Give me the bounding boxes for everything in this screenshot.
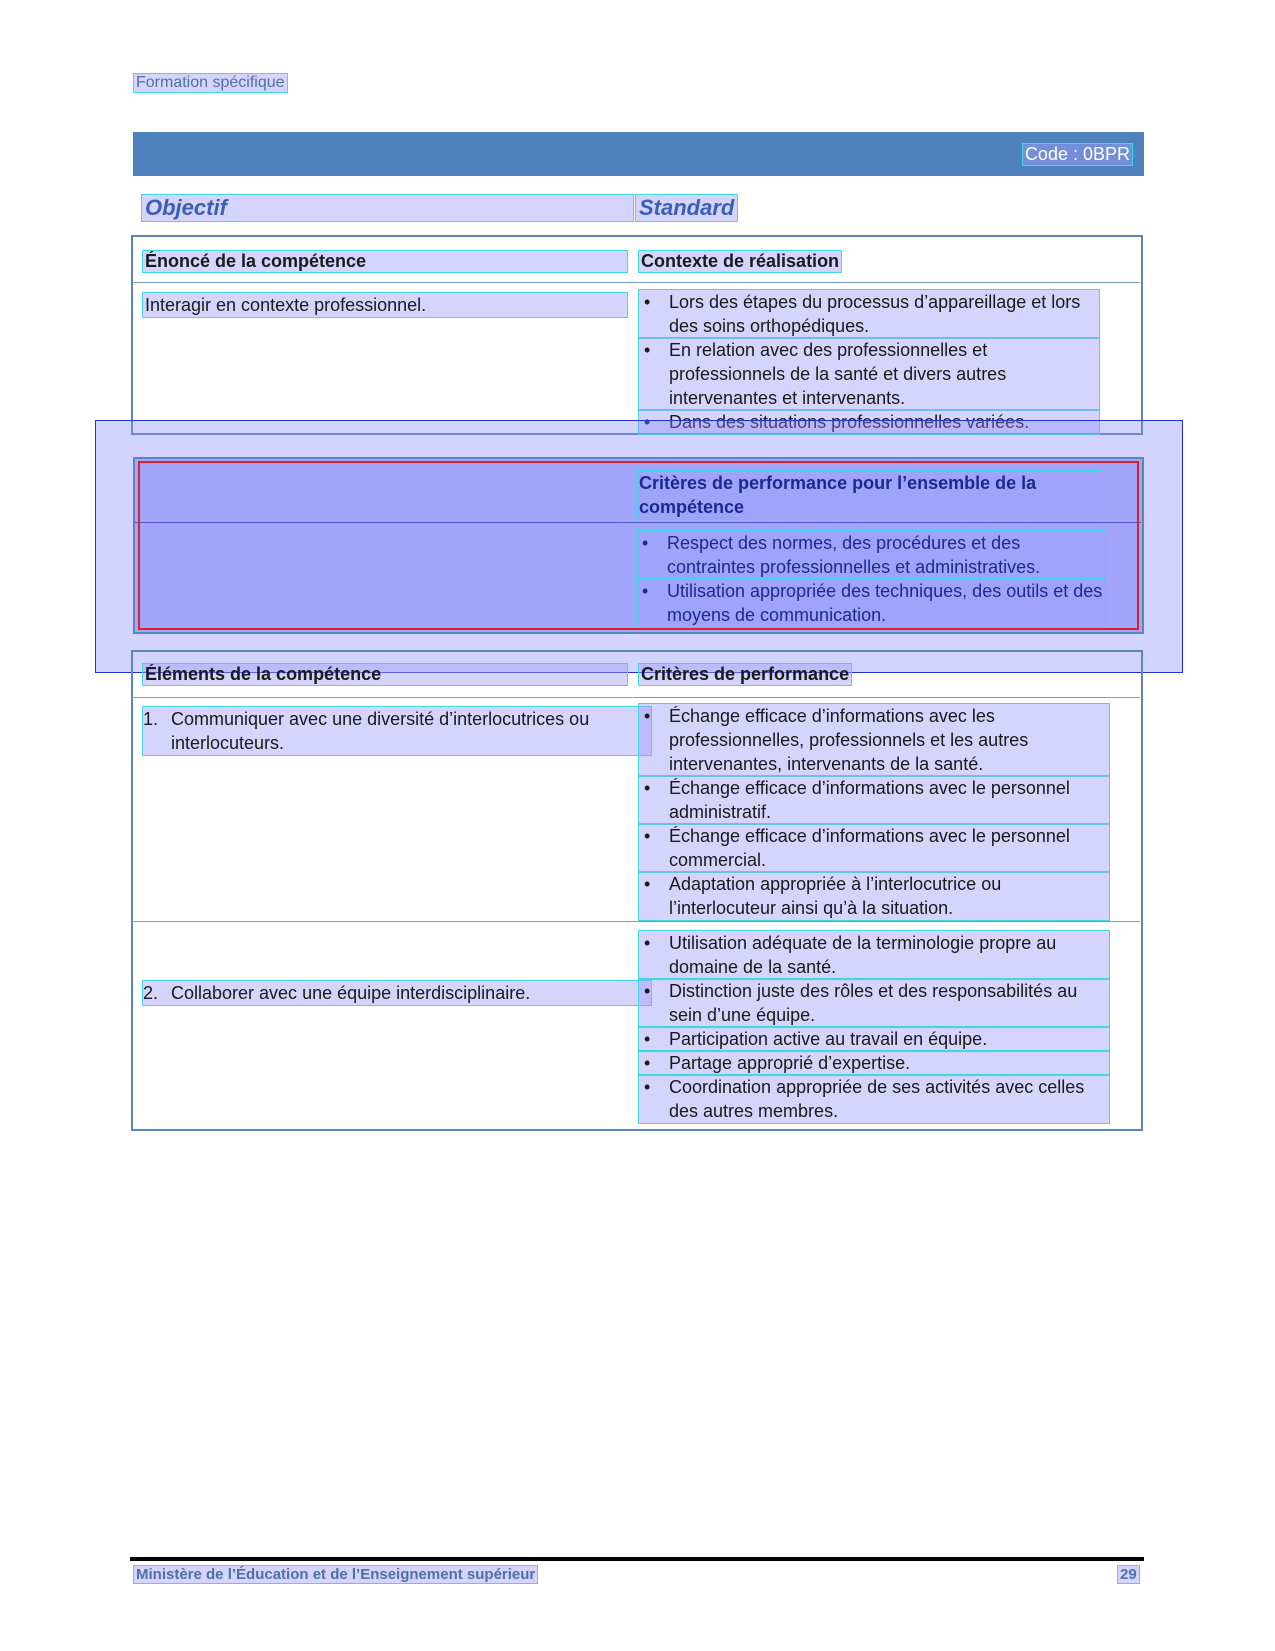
- table-divider: [133, 282, 1140, 283]
- bullet-icon: •: [644, 412, 651, 432]
- bullet-icon: •: [644, 1029, 651, 1049]
- element-item: 2. Collaborer avec une équipe interdisciplinaire.: [143, 981, 651, 1005]
- document-header-label: Formation spécifique: [136, 74, 285, 91]
- bullet-icon: •: [644, 1053, 651, 1073]
- table-divider: [133, 921, 1140, 922]
- criteria-list: [639, 931, 1109, 1123]
- performance-header: Critères de performance pour l’ensemble de la compétence: [637, 471, 1101, 519]
- bullet-icon: •: [644, 1077, 651, 1097]
- competence-table: [131, 235, 1143, 435]
- list-item: • Lors des étapes du processus d’appareillage et lors des soins orthopédiques.: [639, 290, 1099, 338]
- list-item: • Coordination appropriée de ses activités avec celles des autres membres.: [639, 1075, 1109, 1123]
- bullet-icon: •: [644, 933, 651, 953]
- bullet-icon: •: [644, 292, 651, 312]
- bullet-icon: •: [644, 826, 651, 846]
- list-item: • Échange efficace d’informations avec le personnel administratif.: [639, 776, 1109, 824]
- bullet-icon: •: [644, 778, 651, 798]
- list-item: • Participation active au travail en équipe.: [639, 1027, 1109, 1051]
- list-item: • Échange efficace d’informations avec le personnel commercial.: [639, 824, 1109, 872]
- list-item: • Dans des situations professionnelles variées.: [639, 410, 1099, 434]
- context-list: [639, 290, 1099, 434]
- bullet-icon: •: [642, 533, 649, 553]
- list-item: • Utilisation adéquate de la terminologie propre au domaine de la santé.: [639, 931, 1109, 979]
- bullet-icon: •: [642, 581, 649, 601]
- context-column-header: Contexte de réalisation: [641, 251, 840, 271]
- list-item: • Distinction juste des rôles et des responsabilités au sein d’une équipe.: [639, 979, 1109, 1027]
- list-item: • Respect des normes, des procédures et des contraintes professionnelles et administratives.: [637, 531, 1105, 579]
- bullet-icon: •: [644, 340, 651, 360]
- statement-column-header: Énoncé de la compétence: [143, 251, 627, 272]
- bullet-icon: •: [644, 706, 651, 726]
- bullet-icon: •: [644, 981, 651, 1001]
- competence-statement: Interagir en contexte professionnel.: [143, 293, 627, 317]
- list-item: • Utilisation appropriée des techniques, des outils et des moyens de communication.: [637, 579, 1105, 627]
- objective-title: Objectif: [142, 195, 633, 221]
- list-item: • Partage approprié d’expertise.: [639, 1051, 1109, 1075]
- footer-rule: [130, 1557, 1144, 1561]
- footer-ministry: Ministère de l’Éducation et de l’Enseignement supérieur: [136, 1566, 536, 1583]
- table-divider: [133, 697, 1140, 698]
- standard-title: Standard: [636, 195, 737, 221]
- element-item: 1. Communiquer avec une diversité d’interlocutrices ou interlocuteurs.: [143, 707, 651, 755]
- list-item: • Adaptation appropriée à l’interlocutrice ou l’interlocuteur ainsi qu’à la situation.: [639, 872, 1109, 920]
- bullet-icon: •: [644, 874, 651, 894]
- page-number: 29: [1120, 1566, 1137, 1583]
- code-bar: [133, 132, 1144, 176]
- elements-column-header: Éléments de la compétence: [143, 664, 627, 685]
- elements-table: [131, 650, 1143, 1131]
- criteria-list: [639, 704, 1109, 920]
- selected-region-highlight: [138, 461, 1139, 630]
- criteria-column-header: Critères de performance: [641, 664, 850, 684]
- list-item: • Échange efficace d’informations avec les professionnelles, professionnels et les autres intervenantes, intervenants de la santé.: [639, 704, 1109, 776]
- competency-code: Code : 0BPR: [1024, 144, 1130, 164]
- list-item: • En relation avec des professionnelles et professionnels de la santé et divers autres intervenantes et intervenants.: [639, 338, 1099, 410]
